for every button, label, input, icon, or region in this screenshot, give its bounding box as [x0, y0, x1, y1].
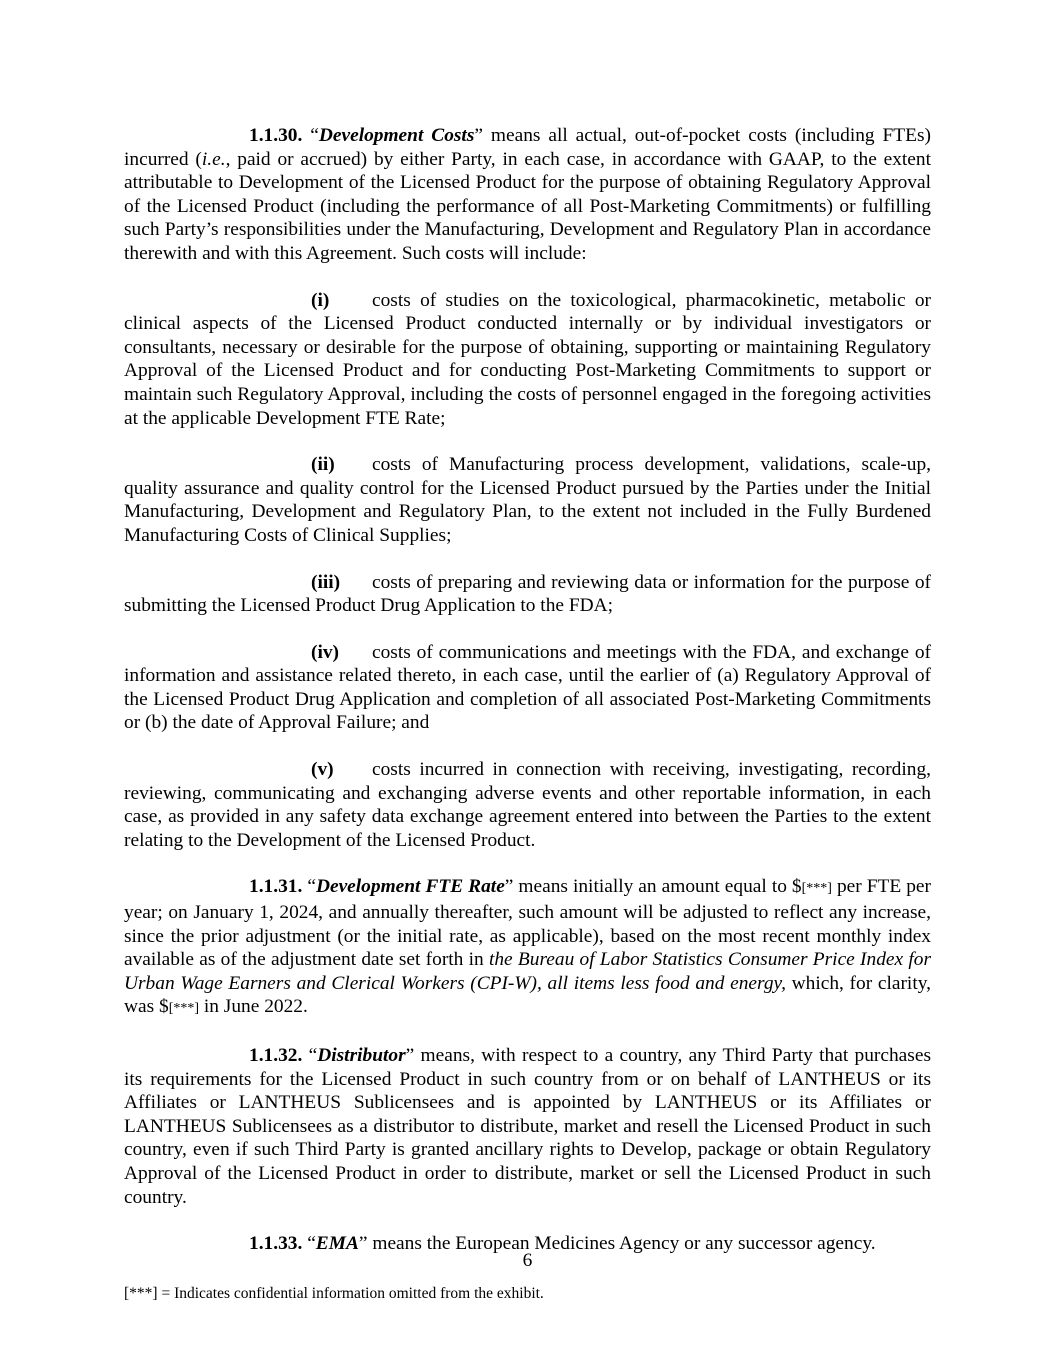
defined-term: EMA [315, 1233, 359, 1255]
confidentiality-footnote: [***] = Indicates confidential information omitted from the exhibit. [124, 1285, 544, 1302]
list-label: (i) [311, 289, 330, 311]
definition-1-1-32: 1.1.32. “Distributor” means, with respect to a country, any Third Party that purchases its requirements for the Licensed Product in such country from or on behalf of LANTHEUS or its Affiliates or LANTHEUS Sublicensees and is appointed by LANTHEUS or its Affiliates or LANTHEUS Sublicensees as a distributor to distribute, market and resell the Licensed Product in such country, even if such Third Party is granted ancillary rights to Develop, package or obtain Regulatory Approval of the Licensed Product in order to distribute, market or sell the Licensed Product in such country. [124, 1045, 931, 1208]
ie-abbreviation: i.e. [201, 148, 226, 170]
list-item-v: (v) costs incurred in connection with receiving, investigating, recording, reviewing, communicating and exchanging adverse events and other reportable information, in each case, as provided in any safety data exchange agreement entered into between the Parties to the extent relating to the Development of the Licensed Product. [124, 759, 931, 851]
redaction-marker: [***] [168, 1001, 200, 1017]
list-label: (ii) [311, 454, 335, 476]
list-item-ii: (ii) costs of Manufacturing process development, validations, scale-up, quality assurance and quality control for the Licensed Product pursued by the Parties under the Initial Manufacturing, Development and Regulatory Plan, to the extent not included in the Fully Burdened Manufacturing Costs of Clinical Supplies; [124, 454, 931, 546]
cpi-index-name: the Bureau of Labor Statistics Consumer Price Index for Urban Wage Earners and Clerical Workers (CPI-W), all items less food and energy, [124, 949, 931, 994]
section-number: 1.1.30. [249, 125, 303, 146]
list-label: (iii) [311, 571, 341, 593]
page-number: 6 [522, 1250, 533, 1271]
section-number: 1.1.31. [249, 876, 303, 898]
list-item-iii: (iii) costs of preparing and reviewing data or information for the purpose of submitting the Licensed Product Drug Application to the FDA; [124, 571, 931, 617]
defined-term: Development Costs [318, 125, 475, 146]
document-body [124, 124, 931, 1256]
list-item-i: (i) costs of studies on the toxicological, pharmacokinetic, metabolic or clinical aspects of the Licensed Product conducted internally or by individual investigators or consultants, necessary or desirable for the purpose of obtaining, supporting or maintaining Regulatory Approval of the Licensed Product and for conducting Post-Marketing Commitments to support or maintain such Regulatory Approval, including the costs of personnel engaged in the foregoing activities at the applicable Development FTE Rate; [124, 289, 931, 429]
defined-term: Development FTE Rate [315, 876, 505, 898]
section-number: 1.1.32. [249, 1045, 303, 1066]
redaction-marker: [***] [801, 881, 832, 897]
list-label: (iv) [311, 641, 339, 663]
list-item-iv: (iv) costs of communications and meetings with the FDA, and exchange of information and assistance related thereto, in each case, until the earlier of (a) Regulatory Approval of the Licensed Product Drug Application and completion of all associated Post-Marketing Commitments or (b) the date of Approval Failure; and [124, 641, 931, 734]
definition-1-1-31: 1.1.31. “Development FTE Rate” means initially an amount equal to $[***] per FTE per year; on January 1, 2024, and annually thereafter, such amount will be adjusted to reflect any increase, since the prior adjustment (or the initial rate, as applicable), based on the most recent monthly index available as of the adjustment date set forth in the Bureau of Labor Statistics Consumer Price Index for Urban Wage Earners and Clerical Workers (CPI-W), all items less food and energy, which, for clarity, was $[***] in June 2022. [124, 876, 931, 1018]
defined-term: Distributor [317, 1045, 406, 1066]
definition-1-1-30: 1.1.30. “Development Costs” means all actual, out-of-pocket costs (including FTEs) incurred (i.e., paid or accrued) by either Party, in each case, in accordance with GAAP, to the extent attributable to Development of the Licensed Product for the purpose of obtaining Regulatory Approval of the Licensed Product (including the performance of all Post-Marketing Commitments) or fulfilling such Party’s responsibilities under the Manufacturing, Development and Regulatory Plan in accordance therewith and with this Agreement. Such costs will include: [124, 125, 931, 264]
list-label: (v) [311, 759, 334, 781]
definition-1-1-33: 1.1.33. “EMA” means the European Medicines Agency or any successor agency. [249, 1233, 876, 1255]
section-number: 1.1.33. [249, 1233, 303, 1255]
